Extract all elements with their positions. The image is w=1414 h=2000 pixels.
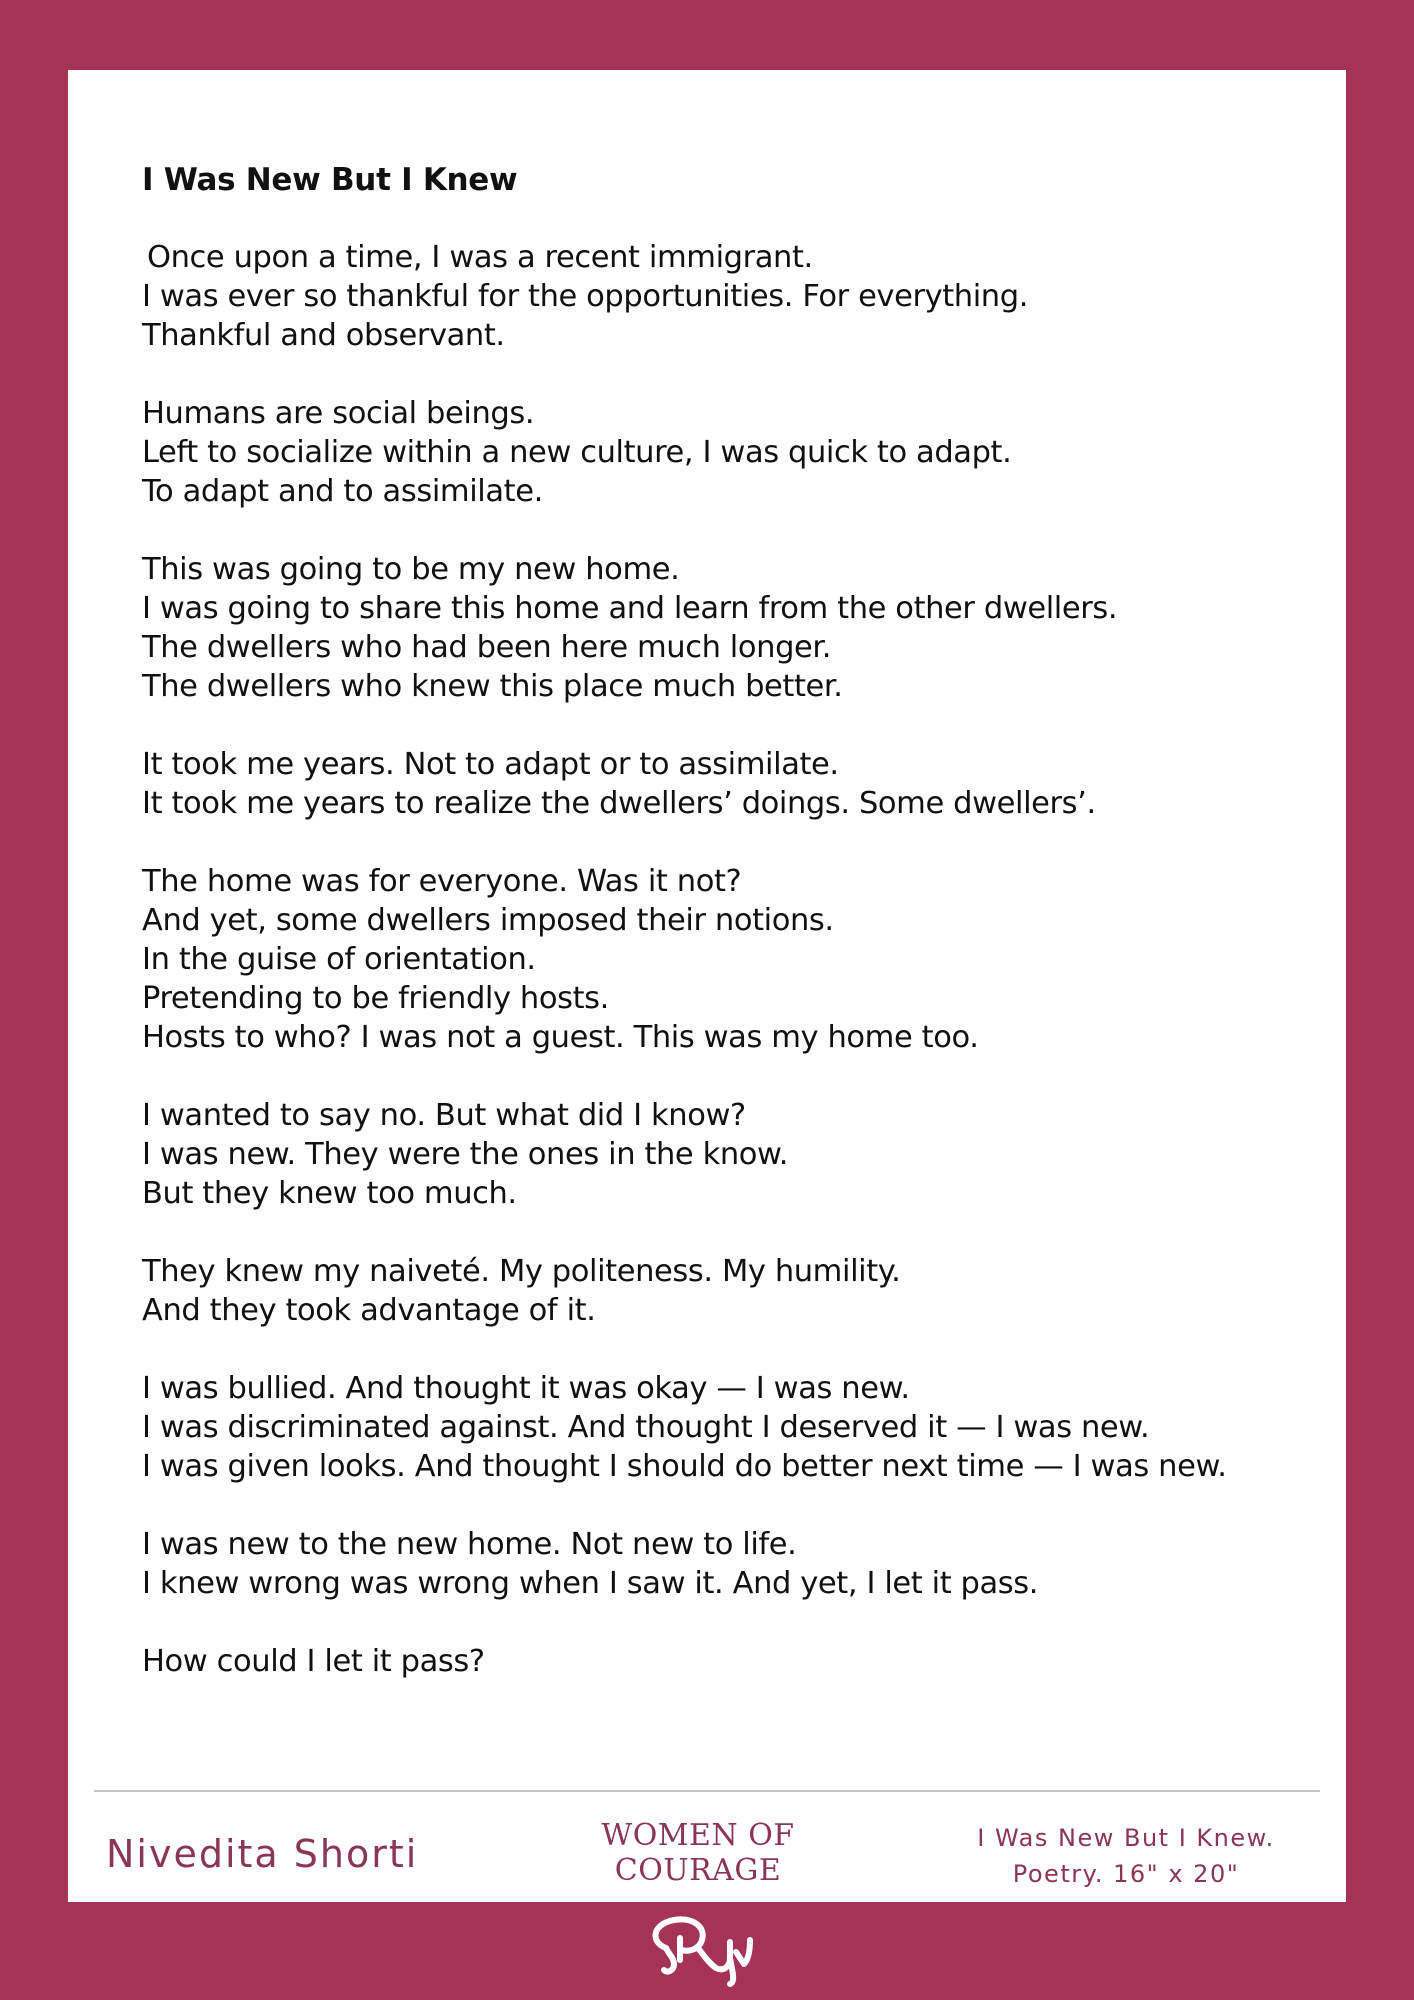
poem-line: This was going to be my new home. <box>142 552 680 587</box>
poem-line: Pretending to be friendly hosts. <box>142 981 609 1016</box>
poem-line: The home was for everyone. Was it not? <box>142 864 742 899</box>
poem-line: To adapt and to assimilate. <box>142 474 543 509</box>
poem-line: Hosts to who? I was not a guest. This was my home too. <box>142 1020 979 1055</box>
brand-line: COURAGE <box>614 1853 782 1888</box>
stanza-7 <box>142 1252 1322 1330</box>
poem-line: I was new. They were the ones in the know. <box>142 1137 789 1172</box>
poem-line: I was ever so thankful for the opportunities. For everything. <box>142 279 1028 314</box>
stanza-1 <box>142 238 1322 355</box>
stanza-10 <box>142 1642 1322 1681</box>
poem-line: I wanted to say no. But what did I know? <box>142 1098 746 1133</box>
poem-line: It took me years. Not to adapt or to assimilate. <box>142 747 839 782</box>
poem-line: The dwellers who knew this place much better. <box>142 669 843 704</box>
artwork-caption <box>946 1820 1306 1892</box>
stanza-9 <box>142 1525 1322 1603</box>
poster-sheet <box>68 70 1346 1902</box>
poem-line: In the guise of orientation. <box>142 942 536 977</box>
poem-line: And yet, some dwellers imposed their notions. <box>142 903 834 938</box>
stanza-8 <box>142 1369 1322 1486</box>
poem-line: I was new to the new home. Not new to life. <box>142 1527 797 1562</box>
footer <box>68 1792 1346 1902</box>
poem-line: I was discriminated against. And thought I deserved it — I was new. <box>142 1410 1150 1445</box>
stanza-2 <box>142 394 1322 511</box>
poem-line: Left to socialize within a new culture, I was quick to adapt. <box>142 435 1012 470</box>
brand-wordmark <box>528 1818 868 1888</box>
caption-line: I Was New But I Knew. <box>977 1824 1275 1852</box>
poem-line: I was going to share this home and learn from the other dwellers. <box>142 591 1118 626</box>
poem-line: But they knew too much. <box>142 1176 517 1211</box>
poem-title: I Was New But I Knew <box>142 162 518 198</box>
signature-logo-icon <box>644 1912 770 1988</box>
caption-line: Poetry. 16" x 20" <box>1012 1860 1240 1888</box>
poem <box>142 160 1322 1720</box>
poem-line: I was bullied. And thought it was okay — I was new. <box>142 1371 910 1406</box>
poem-line: Once upon a time, I was a recent immigrant. <box>147 240 813 275</box>
stanza-3 <box>142 550 1322 706</box>
poem-line: Thankful and observant. <box>142 318 505 353</box>
poem-line: The dwellers who had been here much longer. <box>142 630 832 665</box>
stanza-5 <box>142 862 1322 1057</box>
poem-line: I was given looks. And thought I should do better next time — I was new. <box>142 1449 1227 1484</box>
poem-line: They knew my naiveté. My politeness. My humility. <box>142 1254 901 1289</box>
author-name: Nivedita Shorti <box>106 1832 419 1876</box>
poem-line: How could I let it pass? <box>142 1644 485 1679</box>
poem-line: And they took advantage of it. <box>142 1293 596 1328</box>
poem-line: I knew wrong was wrong when I saw it. And yet, I let it pass. <box>142 1566 1039 1601</box>
brand-line: WOMEN OF <box>601 1818 795 1853</box>
poem-line: It took me years to realize the dwellers’ doings. Some dwellers’. <box>142 786 1096 821</box>
stanza-4 <box>142 745 1322 823</box>
poem-line: Humans are social beings. <box>142 396 535 431</box>
stanza-6 <box>142 1096 1322 1213</box>
